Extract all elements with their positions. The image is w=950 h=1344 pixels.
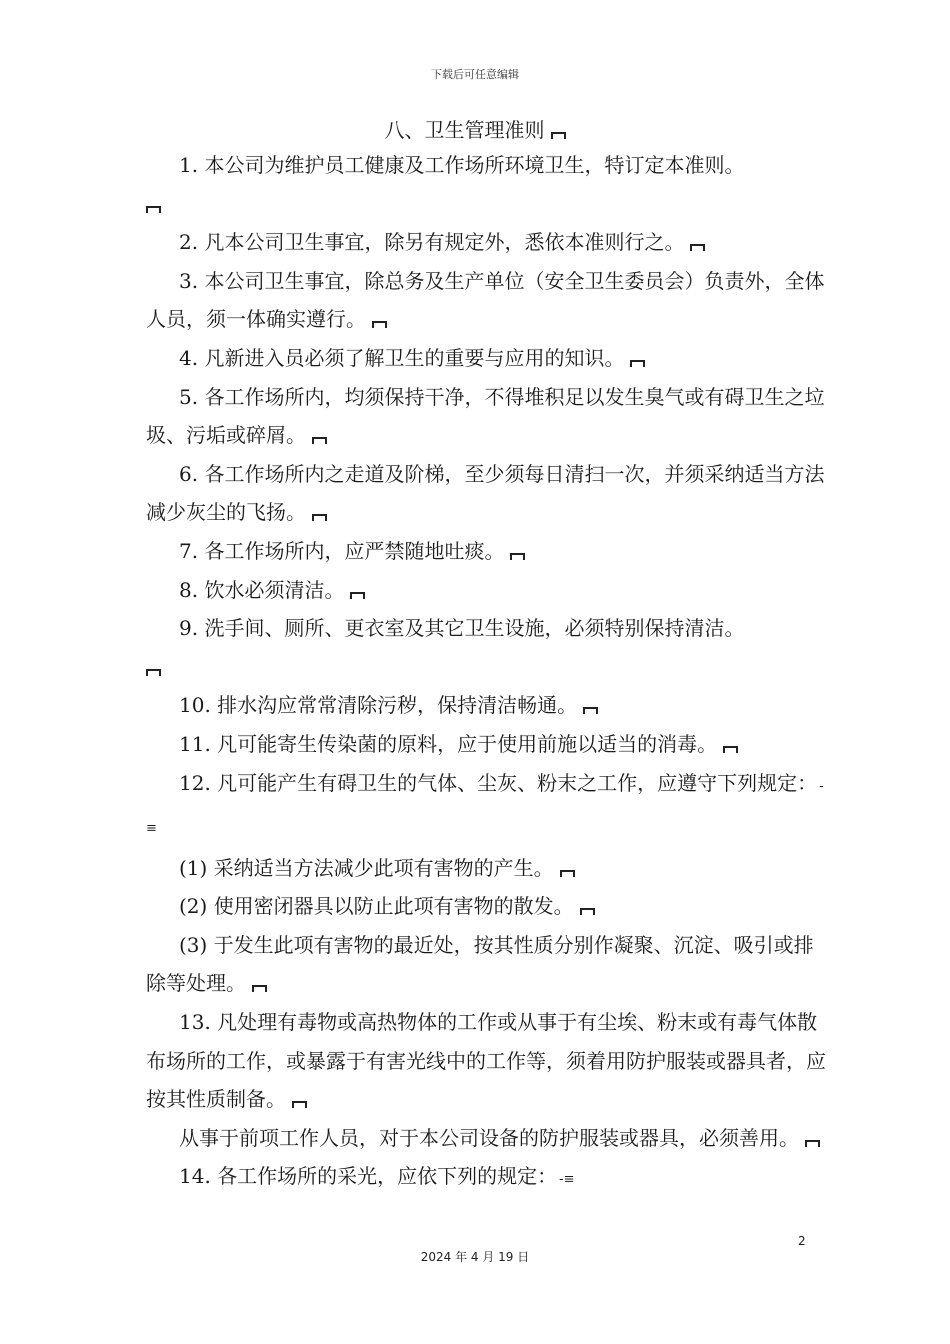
section-title: 八、卫生管理准则 xyxy=(0,112,950,148)
paragraph-12-3: (3) 于发生此项有害物的最近处，按其性质分别作凝聚、沉淀、吸引或排除等处理。 xyxy=(146,932,814,996)
paragraph-1-end xyxy=(146,185,826,224)
paragraph-mark-icon xyxy=(252,985,267,992)
paragraph-6: 6. 各工作场所内之走道及阶梯，至少须每日清扫一次，并须采纳适当方法减少灰尘的飞扬。 xyxy=(146,461,825,525)
paragraph-12-1: (1) 采纳适当方法减少此项有害物的产生。 xyxy=(146,849,826,888)
paragraph-9-end xyxy=(146,648,826,687)
paragraph-10: 10. 排水沟应常常清除污秽，保持清洁畅通。 xyxy=(146,686,826,725)
paragraph-mark-icon xyxy=(372,321,387,328)
paragraph-7: 7. 各工作场所内，应严禁随地吐痰。 xyxy=(146,532,826,571)
paragraph-mark-icon xyxy=(146,206,161,213)
page-footer-date: 2024 年 4 月 19 日 xyxy=(420,1250,530,1264)
paragraph-mark-icon xyxy=(312,437,327,444)
paragraph-14: 14. 各工作场所的采光，应依下列的规定： -≡ xyxy=(179,1164,575,1189)
paragraph-mark-icon xyxy=(510,553,525,560)
paragraph-mark-icon xyxy=(551,132,566,139)
line-break-mark-icon: -≡ xyxy=(146,778,824,837)
paragraph-mark-icon xyxy=(723,746,738,753)
page-header: 下载后可任意编辑 xyxy=(431,68,519,81)
paragraph-mark-icon xyxy=(580,908,595,915)
paragraph-mark-icon xyxy=(312,514,327,521)
paragraph-5: 5. 各工作场所内，均须保持干净，不得堆积足以发生臭气或有碍卫生之垃圾、污垢或碎屑。 xyxy=(146,384,825,448)
paragraph-mark-icon xyxy=(583,707,598,714)
paragraph-mark-icon xyxy=(350,592,365,599)
paragraph-3: 3. 本公司卫生事宜，除总务及生产单位（安全卫生委员会）负责外，全体人员，须一体确实遵行。 xyxy=(146,268,825,332)
paragraph-mark-icon xyxy=(146,669,161,676)
page-number: 2 xyxy=(798,1234,806,1248)
paragraph-8: 8. 饮水必须清洁。 xyxy=(146,571,826,610)
paragraph-mark-icon xyxy=(690,244,705,251)
line-break-mark-icon: -≡ xyxy=(559,1172,575,1188)
paragraph-12: 12. 凡可能产生有碍卫生的气体、尘灰、粉末之工作，应遵守下列规定： -≡ xyxy=(146,770,824,837)
paragraph-4: 4. 凡新进入员必须了解卫生的重要与应用的知识。 xyxy=(146,339,826,378)
paragraph-9: 9. 洗手间、厕所、更衣室及其它卫生设施，必须特别保持清洁。 xyxy=(179,616,745,641)
paragraph-mark-icon xyxy=(805,1140,820,1147)
paragraph-mark-icon xyxy=(560,870,575,877)
paragraph-1: 1. 本公司为维护员工健康及工作场所环境卫生，特订定本准则。 xyxy=(179,153,745,177)
paragraph-13-note: 从事于前项工作人员，对于本公司设备的防护服装或器具，必须善用。 xyxy=(146,1119,826,1158)
document-body xyxy=(146,146,826,1200)
paragraph-2: 2. 凡本公司卫生事宜，除另有规定外，悉依本准则行之。 xyxy=(146,223,826,262)
paragraph-mark-icon xyxy=(292,1101,307,1108)
paragraph-mark-icon xyxy=(630,360,645,367)
paragraph-12-2: (2) 使用密闭器具以防止此项有害物的散发。 xyxy=(146,887,826,926)
paragraph-11: 11. 凡可能寄生传染菌的原料，应于使用前施以适当的消毒。 xyxy=(146,725,826,764)
paragraph-13: 13. 凡处理有毒物或高热物体的工作或从事于有尘埃、粉末或有毒气体散布场所的工作，或暴露于有害光线中的工作等，须着用防护服装或器具者，应按其性质制备。 xyxy=(146,1010,826,1112)
